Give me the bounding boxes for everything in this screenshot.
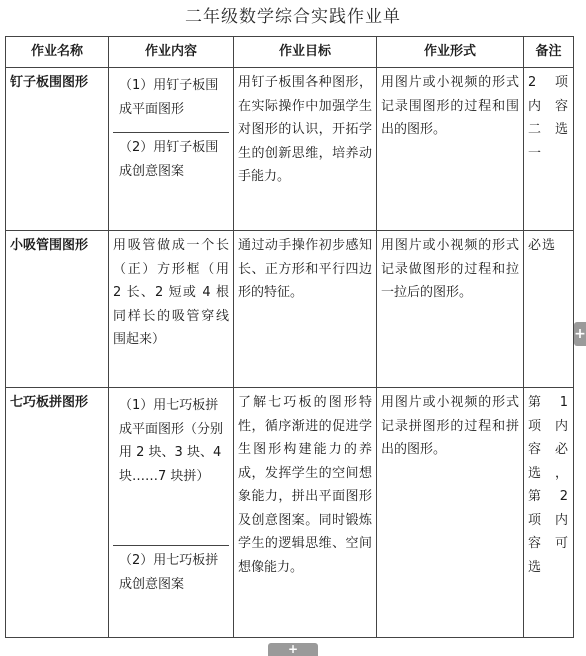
row-note: 2 项内容二选一 (524, 68, 574, 231)
row-name: 小吸管围图形 (6, 231, 109, 388)
row-content (109, 388, 234, 638)
row-form: 用图片或小视频的形式记录围图形的过程和围出的图形。 (377, 68, 524, 231)
table-row (6, 68, 574, 231)
content-item: （1）用钉子板围成平面图形 (113, 71, 229, 133)
header-content: 作业内容 (109, 37, 234, 68)
header-goal: 作业目标 (234, 37, 377, 68)
row-form: 用图片或小视频的形式记录做图形的过程和拉一拉后的图形。 (377, 231, 524, 388)
row-note: 必选 (524, 231, 574, 388)
content-item: （2）用钉子板围成创意图案 (119, 140, 219, 179)
row-form: 用图片或小视频的形式记录拼图形的过程和拼出的图形。 (377, 388, 524, 638)
document-title: 二年级数学综合实践作业单 (185, 7, 401, 27)
content-item: （1）用七巧板拼成平面图形（分别用 2 块、3 块、4 块……7 块拼） (113, 391, 229, 546)
homework-table (5, 36, 574, 638)
expand-bottom-button[interactable]: + (268, 643, 318, 656)
table-row (6, 231, 574, 388)
row-goal: 通过动手操作初步感知长、正方形和平行四边形的特征。 (234, 231, 377, 388)
row-goal: 用钉子板围各种图形，在实际操作中加强学生对图形的认识，开拓学生的创新思维，培养动手能力。 (234, 68, 377, 231)
row-content: 用吸管做成一个长（正）方形框（用 2 长、2 短或 4 根同样长的吸管穿线围起来） (109, 231, 234, 388)
header-name: 作业名称 (6, 37, 109, 68)
row-note: 第 1 项内容必选，第 2 项内容可选 (524, 388, 574, 638)
expand-right-button[interactable]: + (574, 322, 586, 346)
row-content (109, 68, 234, 231)
table-row (6, 388, 574, 638)
header-form: 作业形式 (377, 37, 524, 68)
row-name: 钉子板围图形 (6, 68, 109, 231)
header-row (6, 37, 574, 68)
header-note: 备注 (524, 37, 574, 68)
row-name: 七巧板拼图形 (6, 388, 109, 638)
content-item: （2）用七巧板拼成创意图案 (119, 553, 219, 592)
row-goal: 了解七巧板的图形特性，循序渐进的促进学生图形构建能力的养成，发挥学生的空间想象能力，拼出平面图形及创意图案。同时锻炼学生的逻辑思维、空间想像能力。 (234, 388, 377, 638)
